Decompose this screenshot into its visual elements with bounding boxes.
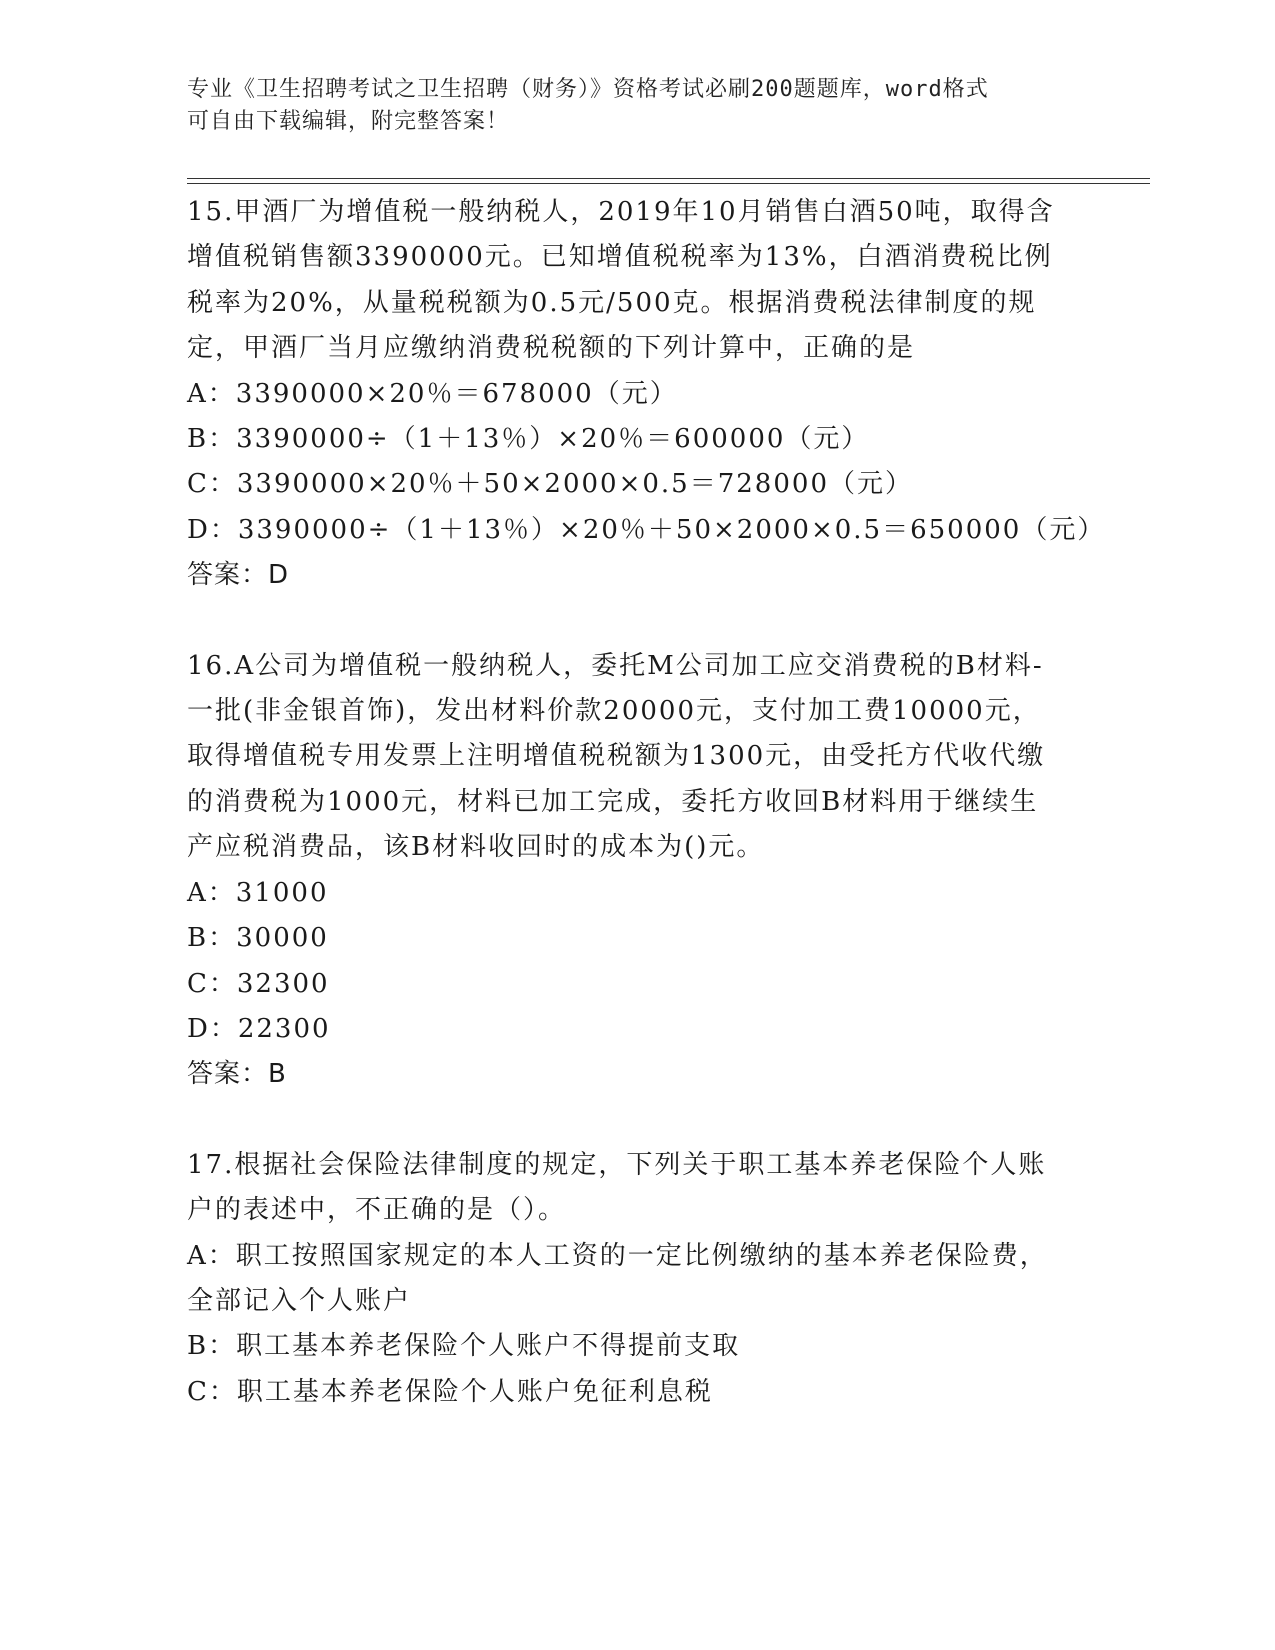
header-rule	[187, 178, 1150, 179]
question-stem-line: 16.A公司为增值税一般纳税人，委托M公司加工应交消费税的B材料-	[187, 650, 1044, 681]
option-b: B：职工基本养老保险个人账户不得提前支取	[187, 1331, 741, 1362]
option-a: A：3390000×20％＝678000（元）	[187, 378, 678, 409]
header-rule	[187, 183, 1150, 184]
question-stem-line: 定，甲酒厂当月应缴纳消费税税额的下列计算中，正确的是	[187, 333, 916, 364]
question-17	[187, 1143, 1087, 1415]
question-15	[187, 190, 1106, 599]
question-stem-line: 产应税消费品，该B材料收回时的成本为()元。	[187, 832, 765, 863]
question-stem-line: 17.根据社会保险法律制度的规定，下列关于职工基本养老保险个人账	[187, 1149, 1047, 1180]
question-stem-line: 税率为20%，从量税税额为0.5元/500克。根据消费税法律制度的规	[187, 287, 1037, 318]
option-d: D：22300	[187, 1013, 331, 1044]
spacer	[187, 1098, 1087, 1143]
question-16	[187, 644, 1087, 1098]
answer-line: 答案：D	[187, 560, 290, 591]
option-a-continued: 全部记入个人账户	[187, 1285, 412, 1316]
question-stem-line: 取得增值税专用发票上注明增值税税额为1300元，由受托方代收代缴	[187, 741, 1046, 772]
question-stem-line: 增值税销售额3390000元。已知增值税税率为13%，白酒消费税比例	[187, 242, 1053, 273]
option-c: C：32300	[187, 968, 330, 999]
header-line: 专业《卫生招聘考试之卫生招聘（财务）》资格考试必刷200题题库，word格式	[187, 77, 989, 102]
header-line: 可自由下载编辑，附完整答案！	[187, 109, 510, 134]
option-b: B：30000	[187, 923, 329, 954]
option-c: C：职工基本养老保险个人账户免征利息税	[187, 1376, 713, 1407]
question-stem-line: 的消费税为1000元，材料已加工完成，委托方收回B材料用于继续生	[187, 786, 1039, 817]
spacer	[187, 599, 1087, 644]
option-b: B：3390000÷（1＋13％）×20％＝600000（元）	[187, 424, 870, 455]
question-stem-line: 一批(非金银首饰)，发出材料价款20000元，支付加工费10000元，	[187, 696, 1041, 727]
question-list	[187, 190, 1106, 1415]
question-stem-line: 15.甲酒厂为增值税一般纳税人，2019年10月销售白酒50吨，取得含	[187, 197, 1055, 227]
option-a: A：职工按照国家规定的本人工资的一定比例缴纳的基本养老保险费，	[187, 1240, 1048, 1271]
answer-line: 答案：B	[187, 1059, 287, 1090]
option-d: D：3390000÷（1＋13％）×20％＋50×2000×0.5＝650000（元）	[187, 514, 1106, 545]
question-stem-line: 户的表述中，不正确的是（）。	[187, 1195, 567, 1226]
option-a: A：31000	[187, 877, 329, 908]
document-header	[187, 74, 1067, 138]
option-c: C：3390000×20％＋50×2000×0.5＝728000（元）	[187, 469, 913, 500]
